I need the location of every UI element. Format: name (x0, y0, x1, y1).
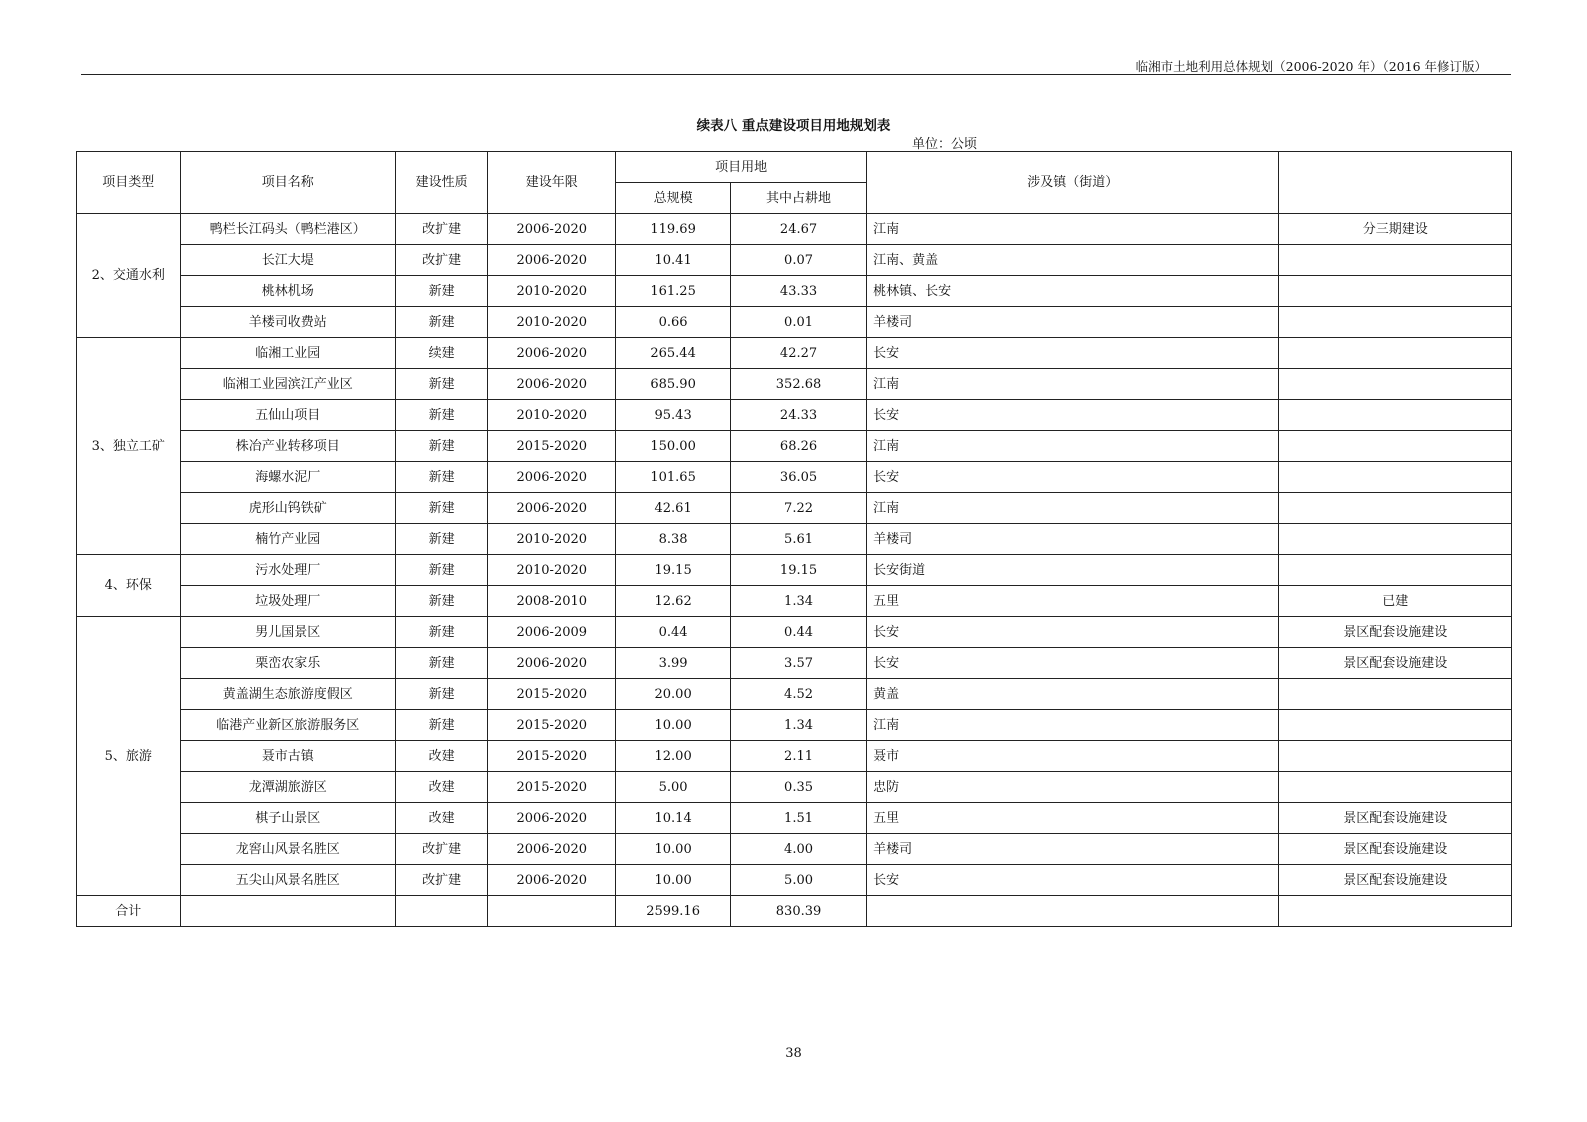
farmland-cell: 4.52 (730, 679, 866, 710)
note-cell (1279, 245, 1512, 276)
project-name-cell: 临港产业新区旅游服务区 (180, 710, 395, 741)
project-name-cell: 株冶产业转移项目 (180, 431, 395, 462)
table-row (77, 245, 1512, 276)
unit-label: 单位：公顷 (912, 137, 978, 152)
project-name-cell: 污水处理厂 (180, 555, 395, 586)
period-cell: 2006-2020 (488, 245, 616, 276)
project-name-cell: 临湘工业园滨江产业区 (180, 369, 395, 400)
table-row (77, 710, 1512, 741)
farmland-cell: 0.01 (730, 307, 866, 338)
col-header-type: 项目类型 (77, 152, 181, 214)
col-header-period: 建设年限 (488, 152, 616, 214)
nature-cell: 新建 (395, 431, 487, 462)
col-header-note (1279, 152, 1512, 214)
project-name-cell: 羊楼司收费站 (180, 307, 395, 338)
project-name-cell: 龙潭湖旅游区 (180, 772, 395, 803)
project-name-cell: 男儿国景区 (180, 617, 395, 648)
nature-cell: 改建 (395, 772, 487, 803)
total-cell: 101.65 (616, 462, 731, 493)
empty-cell (867, 896, 1279, 927)
nature-cell: 改建 (395, 741, 487, 772)
note-cell: 已建 (1279, 586, 1512, 617)
note-cell: 景区配套设施建设 (1279, 865, 1512, 896)
period-cell: 2006-2020 (488, 803, 616, 834)
period-cell: 2008-2010 (488, 586, 616, 617)
col-header-name: 项目名称 (180, 152, 395, 214)
header-rule (81, 74, 1511, 75)
empty-cell (488, 896, 616, 927)
towns-cell: 江南、黄盖 (867, 245, 1279, 276)
towns-cell: 长安 (867, 617, 1279, 648)
table-row (77, 741, 1512, 772)
table-row (77, 772, 1512, 803)
table-header-row (77, 152, 1512, 183)
col-header-land: 项目用地 (616, 152, 867, 183)
total-cell: 10.14 (616, 803, 731, 834)
farmland-cell: 43.33 (730, 276, 866, 307)
nature-cell: 新建 (395, 648, 487, 679)
nature-cell: 新建 (395, 276, 487, 307)
table-row (77, 865, 1512, 896)
empty-cell (180, 896, 395, 927)
project-name-cell: 海螺水泥厂 (180, 462, 395, 493)
towns-cell: 江南 (867, 493, 1279, 524)
period-cell: 2006-2020 (488, 834, 616, 865)
table-row (77, 679, 1512, 710)
farmland-cell: 0.07 (730, 245, 866, 276)
project-name-cell: 五仙山项目 (180, 400, 395, 431)
total-cell: 161.25 (616, 276, 731, 307)
col-header-towns: 涉及镇（街道） (867, 152, 1279, 214)
group-type-cell: 4、环保 (77, 555, 181, 617)
towns-cell: 五里 (867, 586, 1279, 617)
period-cell: 2015-2020 (488, 772, 616, 803)
note-cell (1279, 431, 1512, 462)
farmland-cell: 36.05 (730, 462, 866, 493)
group-type-cell: 3、独立工矿 (77, 338, 181, 555)
farmland-cell: 24.33 (730, 400, 866, 431)
note-cell (1279, 710, 1512, 741)
nature-cell: 改扩建 (395, 865, 487, 896)
table-row (77, 431, 1512, 462)
farmland-cell: 24.67 (730, 214, 866, 245)
towns-cell: 长安街道 (867, 555, 1279, 586)
note-cell: 分三期建设 (1279, 214, 1512, 245)
note-cell (1279, 338, 1512, 369)
nature-cell: 新建 (395, 369, 487, 400)
period-cell: 2015-2020 (488, 679, 616, 710)
table-row (77, 555, 1512, 586)
table-row (77, 307, 1512, 338)
period-cell: 2010-2020 (488, 307, 616, 338)
land-use-plan-table (76, 151, 1512, 927)
towns-cell: 长安 (867, 865, 1279, 896)
group-type-cell: 5、旅游 (77, 617, 181, 896)
table-row (77, 493, 1512, 524)
note-cell (1279, 493, 1512, 524)
farmland-cell: 352.68 (730, 369, 866, 400)
towns-cell: 聂市 (867, 741, 1279, 772)
period-cell: 2010-2020 (488, 400, 616, 431)
total-cell: 5.00 (616, 772, 731, 803)
period-cell: 2010-2020 (488, 524, 616, 555)
towns-cell: 长安 (867, 338, 1279, 369)
farmland-cell: 7.22 (730, 493, 866, 524)
farmland-cell: 19.15 (730, 555, 866, 586)
note-cell (1279, 307, 1512, 338)
total-cell: 119.69 (616, 214, 731, 245)
towns-cell: 黄盖 (867, 679, 1279, 710)
table-row (77, 276, 1512, 307)
project-name-cell: 垃圾处理厂 (180, 586, 395, 617)
table-row (77, 524, 1512, 555)
total-cell: 12.62 (616, 586, 731, 617)
nature-cell: 新建 (395, 555, 487, 586)
total-cell: 20.00 (616, 679, 731, 710)
towns-cell: 江南 (867, 710, 1279, 741)
table-row (77, 462, 1512, 493)
period-cell: 2006-2009 (488, 617, 616, 648)
nature-cell: 续建 (395, 338, 487, 369)
total-row (77, 896, 1512, 927)
total-cell: 95.43 (616, 400, 731, 431)
farmland-cell: 0.35 (730, 772, 866, 803)
grand-total-cell: 2599.16 (616, 896, 731, 927)
towns-cell: 羊楼司 (867, 307, 1279, 338)
period-cell: 2015-2020 (488, 431, 616, 462)
period-cell: 2006-2020 (488, 369, 616, 400)
period-cell: 2006-2020 (488, 648, 616, 679)
total-cell: 10.00 (616, 710, 731, 741)
farmland-cell: 68.26 (730, 431, 866, 462)
period-cell: 2006-2020 (488, 493, 616, 524)
towns-cell: 长安 (867, 462, 1279, 493)
note-cell (1279, 772, 1512, 803)
total-cell: 42.61 (616, 493, 731, 524)
towns-cell: 长安 (867, 648, 1279, 679)
note-cell: 景区配套设施建设 (1279, 803, 1512, 834)
project-name-cell: 长江大堤 (180, 245, 395, 276)
empty-cell (395, 896, 487, 927)
towns-cell: 忠防 (867, 772, 1279, 803)
nature-cell: 改建 (395, 803, 487, 834)
table-row (77, 586, 1512, 617)
total-cell: 3.99 (616, 648, 731, 679)
table-row (77, 400, 1512, 431)
note-cell (1279, 524, 1512, 555)
note-cell (1279, 462, 1512, 493)
nature-cell: 新建 (395, 307, 487, 338)
total-cell: 265.44 (616, 338, 731, 369)
note-cell (1279, 276, 1512, 307)
period-cell: 2010-2020 (488, 555, 616, 586)
towns-cell: 羊楼司 (867, 834, 1279, 865)
grand-farmland-cell: 830.39 (730, 896, 866, 927)
total-cell: 10.00 (616, 834, 731, 865)
note-cell (1279, 741, 1512, 772)
note-cell (1279, 400, 1512, 431)
table-row (77, 369, 1512, 400)
towns-cell: 羊楼司 (867, 524, 1279, 555)
note-cell: 景区配套设施建设 (1279, 648, 1512, 679)
project-name-cell: 楠竹产业园 (180, 524, 395, 555)
nature-cell: 改扩建 (395, 834, 487, 865)
towns-cell: 江南 (867, 369, 1279, 400)
farmland-cell: 1.51 (730, 803, 866, 834)
total-cell: 19.15 (616, 555, 731, 586)
col-header-nature: 建设性质 (395, 152, 487, 214)
col-header-farmland: 其中占耕地 (730, 183, 866, 214)
towns-cell: 江南 (867, 214, 1279, 245)
empty-cell (1279, 896, 1512, 927)
page-number: 38 (785, 1046, 802, 1061)
total-cell: 0.66 (616, 307, 731, 338)
farmland-cell: 1.34 (730, 586, 866, 617)
project-name-cell: 棋子山景区 (180, 803, 395, 834)
project-name-cell: 黄盖湖生态旅游度假区 (180, 679, 395, 710)
total-cell: 10.41 (616, 245, 731, 276)
towns-cell: 五里 (867, 803, 1279, 834)
farmland-cell: 42.27 (730, 338, 866, 369)
farmland-cell: 2.11 (730, 741, 866, 772)
table-row (77, 803, 1512, 834)
total-cell: 685.90 (616, 369, 731, 400)
towns-cell: 桃林镇、长安 (867, 276, 1279, 307)
total-cell: 8.38 (616, 524, 731, 555)
running-header: 临湘市土地利用总体规划（2006-2020 年）（2016 年修订版） (1135, 59, 1487, 74)
note-cell (1279, 679, 1512, 710)
project-name-cell: 虎形山钨铁矿 (180, 493, 395, 524)
period-cell: 2015-2020 (488, 710, 616, 741)
total-cell: 150.00 (616, 431, 731, 462)
farmland-cell: 4.00 (730, 834, 866, 865)
table-row (77, 834, 1512, 865)
period-cell: 2006-2020 (488, 462, 616, 493)
project-name-cell: 龙窖山风景名胜区 (180, 834, 395, 865)
note-cell: 景区配套设施建设 (1279, 834, 1512, 865)
period-cell: 2006-2020 (488, 338, 616, 369)
farmland-cell: 5.00 (730, 865, 866, 896)
total-label-cell: 合计 (77, 896, 181, 927)
period-cell: 2010-2020 (488, 276, 616, 307)
nature-cell: 新建 (395, 524, 487, 555)
project-name-cell: 五尖山风景名胜区 (180, 865, 395, 896)
table-row (77, 338, 1512, 369)
farmland-cell: 0.44 (730, 617, 866, 648)
farmland-cell: 3.57 (730, 648, 866, 679)
table-row (77, 617, 1512, 648)
col-header-total: 总规模 (616, 183, 731, 214)
group-type-cell: 2、交通水利 (77, 214, 181, 338)
nature-cell: 改扩建 (395, 245, 487, 276)
total-cell: 0.44 (616, 617, 731, 648)
project-name-cell: 桃林机场 (180, 276, 395, 307)
project-name-cell: 鸭栏长江码头（鸭栏港区） (180, 214, 395, 245)
period-cell: 2006-2020 (488, 865, 616, 896)
note-cell (1279, 369, 1512, 400)
nature-cell: 新建 (395, 493, 487, 524)
project-name-cell: 栗峦农家乐 (180, 648, 395, 679)
table-row (77, 214, 1512, 245)
project-name-cell: 聂市古镇 (180, 741, 395, 772)
nature-cell: 新建 (395, 679, 487, 710)
nature-cell: 新建 (395, 710, 487, 741)
nature-cell: 新建 (395, 462, 487, 493)
towns-cell: 江南 (867, 431, 1279, 462)
total-cell: 12.00 (616, 741, 731, 772)
nature-cell: 改扩建 (395, 214, 487, 245)
farmland-cell: 1.34 (730, 710, 866, 741)
towns-cell: 长安 (867, 400, 1279, 431)
table-row (77, 648, 1512, 679)
note-cell (1279, 555, 1512, 586)
period-cell: 2015-2020 (488, 741, 616, 772)
table-title: 续表八 重点建设项目用地规划表 (696, 118, 891, 134)
table-body (77, 214, 1512, 927)
nature-cell: 新建 (395, 617, 487, 648)
nature-cell: 新建 (395, 400, 487, 431)
nature-cell: 新建 (395, 586, 487, 617)
farmland-cell: 5.61 (730, 524, 866, 555)
total-cell: 10.00 (616, 865, 731, 896)
period-cell: 2006-2020 (488, 214, 616, 245)
note-cell: 景区配套设施建设 (1279, 617, 1512, 648)
project-name-cell: 临湘工业园 (180, 338, 395, 369)
